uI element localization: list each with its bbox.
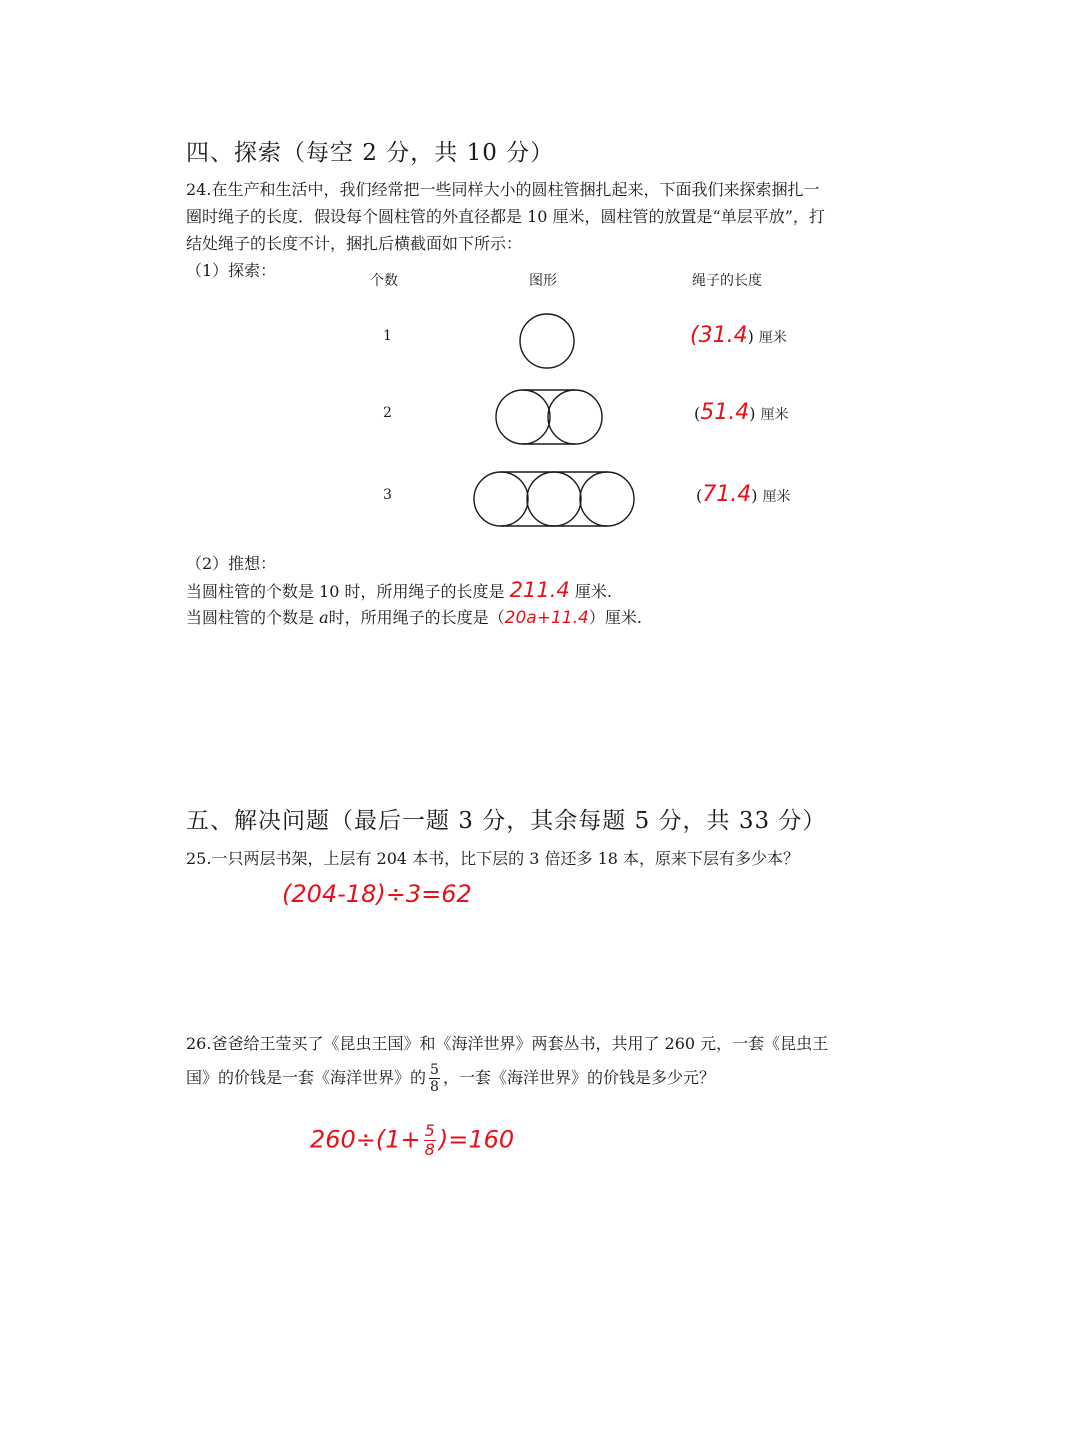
section5-title: 五、解决问题（最后一题 3 分，其余每题 5 分，共 33 分） — [186, 808, 827, 834]
q26-line2 — [186, 1062, 715, 1095]
row1-answer-blank: (31.4) 厘米 — [690, 323, 787, 348]
row2-answer-blank: (51.4) 厘米 — [694, 400, 789, 425]
row2-count: 2 — [383, 405, 392, 421]
part1-label: （1）探索： — [186, 261, 277, 280]
table-header-rope-length: 绳子的长度 — [692, 273, 762, 289]
row1-count: 1 — [383, 328, 392, 344]
q26-answer-suffix: )=160 — [438, 1125, 515, 1154]
guess2-prefix: 当圆柱管的个数是 — [186, 608, 315, 627]
q24-line2: 圈时绳子的长度．假设每个圆柱管的外直径都是 10 厘米，圆柱管的放置是“单层平放”，打 — [186, 207, 825, 226]
three-pipes-figure — [470, 467, 640, 531]
row3-answer-blank: (71.4) 厘米 — [696, 482, 791, 507]
q24-line3: 结处绳子的长度不计，捆扎后横截面如下所示： — [186, 234, 523, 253]
q26-handwritten-answer — [310, 1122, 514, 1159]
row2-unit: 厘米 — [760, 407, 789, 423]
guess2-variable: a — [319, 608, 329, 627]
q26-fraction-denominator: 8 — [430, 1079, 439, 1095]
guess1-handwritten-answer: 211.4 — [509, 578, 570, 602]
one-pipe-figure — [515, 310, 579, 372]
q26-answer-fraction-numerator: 5 — [424, 1121, 435, 1140]
row3-count: 3 — [383, 487, 392, 503]
two-pipes-figure — [492, 385, 608, 449]
section4-title: 四、探索（每空 2 分，共 10 分） — [186, 140, 555, 166]
q26-answer-prefix: 260÷(1+ — [310, 1125, 421, 1154]
guess1-prefix: 当圆柱管的个数是 10 时，所用绳子的长度是 — [186, 582, 505, 601]
guess1-suffix: 厘米. — [574, 582, 612, 601]
guess2-suffix: ）厘米. — [588, 608, 642, 627]
row3-handwritten-answer: 71.4 — [702, 482, 752, 507]
q25-handwritten-answer: (204-18)÷3=62 — [282, 880, 472, 908]
q24-line1: 24.在生产和生活中，我们经常把一些同样大小的圆柱管捆扎起来，下面我们来探索捆扎一 — [186, 180, 820, 199]
row3-unit: 厘米 — [762, 489, 791, 505]
q26-answer-fraction-denominator: 8 — [424, 1140, 435, 1159]
q25-text: 25.一只两层书架，上层有 204 本书，比下层的 3 倍还多 18 本，原来下层有多少本？ — [186, 849, 800, 868]
guess2-middle: 时，所用绳子的长度是（ — [328, 608, 505, 627]
q26-line2-suffix: ，一套《海洋世界》的价钱是多少元？ — [442, 1068, 715, 1087]
guess1-line — [186, 577, 612, 605]
part2-label: （2）推想： — [186, 554, 277, 573]
table-header-count: 个数 — [370, 273, 398, 289]
q26-line1: 26.爸爸给王莹买了《昆虫王国》和《海洋世界》两套丛书，共用了 260 元，一套《昆虫王 — [186, 1034, 829, 1053]
row1-unit: 厘米 — [758, 330, 787, 346]
table-header-shape: 图形 — [529, 273, 557, 289]
guess2-line — [186, 604, 642, 632]
q26-answer-fraction — [424, 1122, 436, 1159]
row2-handwritten-answer: 51.4 — [700, 400, 750, 425]
q26-line2-prefix: 国》的价钱是一套《海洋世界》的 — [186, 1068, 427, 1087]
row1-handwritten-answer: 31.4 — [698, 323, 748, 348]
q26-fraction-numerator: 5 — [430, 1062, 439, 1078]
q26-fraction — [429, 1062, 440, 1095]
guess2-handwritten-answer: 20a+11.4 — [504, 608, 589, 628]
